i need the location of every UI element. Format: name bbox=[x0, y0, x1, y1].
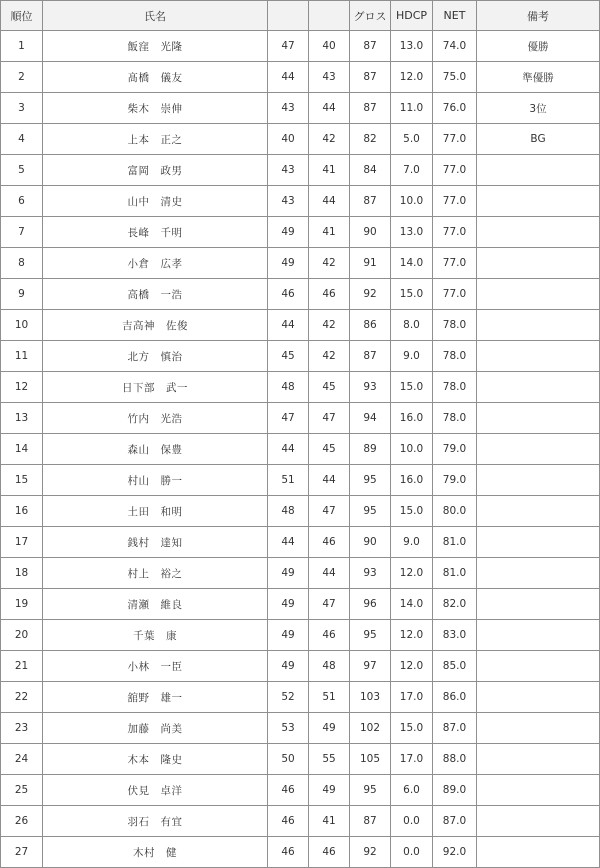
header-net: NET bbox=[433, 1, 477, 31]
cell-out: 49 bbox=[268, 620, 309, 651]
cell-note bbox=[477, 589, 600, 620]
table-row bbox=[1, 279, 600, 310]
cell-name: 北方 慎治 bbox=[43, 341, 268, 372]
cell-rank: 2 bbox=[1, 62, 43, 93]
cell-in: 47 bbox=[309, 403, 350, 434]
table-row bbox=[1, 341, 600, 372]
cell-name: 清瀬 維良 bbox=[43, 589, 268, 620]
cell-in: 44 bbox=[309, 558, 350, 589]
cell-hdcp: 12.0 bbox=[391, 62, 433, 93]
cell-hdcp: 17.0 bbox=[391, 682, 433, 713]
cell-note bbox=[477, 217, 600, 248]
table-row bbox=[1, 775, 600, 806]
cell-name: 飯窪 光隆 bbox=[43, 31, 268, 62]
cell-in: 47 bbox=[309, 496, 350, 527]
cell-rank: 1 bbox=[1, 31, 43, 62]
cell-name: 村山 勝一 bbox=[43, 465, 268, 496]
cell-note bbox=[477, 186, 600, 217]
header-rank: 順位 bbox=[1, 1, 43, 31]
cell-note bbox=[477, 465, 600, 496]
cell-out: 46 bbox=[268, 837, 309, 868]
cell-name: 木本 隆史 bbox=[43, 744, 268, 775]
cell-name: 伏見 卓洋 bbox=[43, 775, 268, 806]
cell-net: 78.0 bbox=[433, 310, 477, 341]
cell-net: 83.0 bbox=[433, 620, 477, 651]
cell-net: 78.0 bbox=[433, 403, 477, 434]
cell-net: 75.0 bbox=[433, 62, 477, 93]
table-row bbox=[1, 31, 600, 62]
cell-name: 吉高神 佐俊 bbox=[43, 310, 268, 341]
cell-hdcp: 12.0 bbox=[391, 651, 433, 682]
cell-rank: 19 bbox=[1, 589, 43, 620]
cell-name: 髙橋 儀友 bbox=[43, 62, 268, 93]
header-note: 備考 bbox=[477, 1, 600, 31]
cell-gross: 91 bbox=[350, 248, 391, 279]
cell-net: 87.0 bbox=[433, 806, 477, 837]
cell-out: 52 bbox=[268, 682, 309, 713]
cell-net: 82.0 bbox=[433, 589, 477, 620]
cell-in: 44 bbox=[309, 93, 350, 124]
cell-gross: 102 bbox=[350, 713, 391, 744]
cell-name: 羽石 有宜 bbox=[43, 806, 268, 837]
cell-in: 46 bbox=[309, 620, 350, 651]
cell-gross: 93 bbox=[350, 372, 391, 403]
cell-note bbox=[477, 620, 600, 651]
table-header bbox=[1, 1, 600, 31]
header-name: 氏名 bbox=[43, 1, 268, 31]
cell-hdcp: 15.0 bbox=[391, 372, 433, 403]
cell-name: 柴木 崇伸 bbox=[43, 93, 268, 124]
cell-hdcp: 13.0 bbox=[391, 31, 433, 62]
table-body bbox=[1, 31, 600, 868]
cell-hdcp: 11.0 bbox=[391, 93, 433, 124]
cell-rank: 22 bbox=[1, 682, 43, 713]
cell-in: 41 bbox=[309, 806, 350, 837]
cell-gross: 87 bbox=[350, 62, 391, 93]
cell-in: 49 bbox=[309, 775, 350, 806]
cell-net: 80.0 bbox=[433, 496, 477, 527]
cell-gross: 92 bbox=[350, 279, 391, 310]
cell-name: 土田 和明 bbox=[43, 496, 268, 527]
cell-gross: 95 bbox=[350, 620, 391, 651]
cell-name: 森山 保豊 bbox=[43, 434, 268, 465]
cell-rank: 8 bbox=[1, 248, 43, 279]
cell-net: 88.0 bbox=[433, 744, 477, 775]
cell-in: 49 bbox=[309, 713, 350, 744]
cell-out: 44 bbox=[268, 434, 309, 465]
cell-in: 41 bbox=[309, 217, 350, 248]
table-row bbox=[1, 744, 600, 775]
cell-name: 長峰 千明 bbox=[43, 217, 268, 248]
cell-in: 46 bbox=[309, 837, 350, 868]
cell-hdcp: 6.0 bbox=[391, 775, 433, 806]
cell-out: 46 bbox=[268, 279, 309, 310]
cell-net: 77.0 bbox=[433, 217, 477, 248]
cell-in: 51 bbox=[309, 682, 350, 713]
cell-net: 77.0 bbox=[433, 248, 477, 279]
cell-gross: 92 bbox=[350, 837, 391, 868]
cell-hdcp: 14.0 bbox=[391, 248, 433, 279]
cell-gross: 96 bbox=[350, 589, 391, 620]
cell-net: 77.0 bbox=[433, 279, 477, 310]
cell-in: 48 bbox=[309, 651, 350, 682]
cell-out: 40 bbox=[268, 124, 309, 155]
cell-note: 優勝 bbox=[477, 31, 600, 62]
cell-note bbox=[477, 372, 600, 403]
cell-hdcp: 0.0 bbox=[391, 837, 433, 868]
cell-in: 46 bbox=[309, 279, 350, 310]
cell-out: 43 bbox=[268, 93, 309, 124]
cell-gross: 103 bbox=[350, 682, 391, 713]
cell-rank: 5 bbox=[1, 155, 43, 186]
cell-net: 76.0 bbox=[433, 93, 477, 124]
table-row bbox=[1, 620, 600, 651]
table-row bbox=[1, 682, 600, 713]
cell-net: 77.0 bbox=[433, 155, 477, 186]
cell-net: 92.0 bbox=[433, 837, 477, 868]
cell-gross: 82 bbox=[350, 124, 391, 155]
cell-net: 85.0 bbox=[433, 651, 477, 682]
cell-note bbox=[477, 403, 600, 434]
cell-gross: 87 bbox=[350, 341, 391, 372]
cell-in: 44 bbox=[309, 186, 350, 217]
cell-rank: 10 bbox=[1, 310, 43, 341]
cell-net: 81.0 bbox=[433, 558, 477, 589]
cell-in: 43 bbox=[309, 62, 350, 93]
cell-hdcp: 0.0 bbox=[391, 806, 433, 837]
cell-out: 49 bbox=[268, 217, 309, 248]
cell-name: 小倉 広孝 bbox=[43, 248, 268, 279]
cell-name: 日下部 武一 bbox=[43, 372, 268, 403]
cell-out: 47 bbox=[268, 31, 309, 62]
cell-net: 77.0 bbox=[433, 186, 477, 217]
cell-out: 53 bbox=[268, 713, 309, 744]
cell-gross: 90 bbox=[350, 217, 391, 248]
cell-out: 44 bbox=[268, 62, 309, 93]
cell-gross: 94 bbox=[350, 403, 391, 434]
cell-net: 79.0 bbox=[433, 465, 477, 496]
table-row bbox=[1, 155, 600, 186]
cell-gross: 95 bbox=[350, 496, 391, 527]
cell-rank: 27 bbox=[1, 837, 43, 868]
cell-name: 銭村 達知 bbox=[43, 527, 268, 558]
cell-hdcp: 16.0 bbox=[391, 403, 433, 434]
cell-gross: 84 bbox=[350, 155, 391, 186]
cell-out: 46 bbox=[268, 775, 309, 806]
cell-note bbox=[477, 682, 600, 713]
cell-note bbox=[477, 775, 600, 806]
cell-note bbox=[477, 279, 600, 310]
cell-rank: 20 bbox=[1, 620, 43, 651]
cell-hdcp: 10.0 bbox=[391, 434, 433, 465]
table-row bbox=[1, 589, 600, 620]
cell-hdcp: 16.0 bbox=[391, 465, 433, 496]
cell-out: 43 bbox=[268, 155, 309, 186]
table-row bbox=[1, 651, 600, 682]
cell-name: 竹内 光浩 bbox=[43, 403, 268, 434]
cell-name: 山中 清史 bbox=[43, 186, 268, 217]
table-row bbox=[1, 806, 600, 837]
cell-in: 46 bbox=[309, 527, 350, 558]
cell-in: 45 bbox=[309, 434, 350, 465]
cell-hdcp: 17.0 bbox=[391, 744, 433, 775]
cell-rank: 16 bbox=[1, 496, 43, 527]
cell-note bbox=[477, 744, 600, 775]
cell-hdcp: 10.0 bbox=[391, 186, 433, 217]
table-row bbox=[1, 248, 600, 279]
cell-rank: 18 bbox=[1, 558, 43, 589]
cell-in: 45 bbox=[309, 372, 350, 403]
cell-rank: 15 bbox=[1, 465, 43, 496]
cell-rank: 21 bbox=[1, 651, 43, 682]
table-row bbox=[1, 837, 600, 868]
cell-in: 55 bbox=[309, 744, 350, 775]
cell-hdcp: 5.0 bbox=[391, 124, 433, 155]
cell-in: 47 bbox=[309, 589, 350, 620]
cell-net: 89.0 bbox=[433, 775, 477, 806]
cell-in: 42 bbox=[309, 124, 350, 155]
cell-gross: 87 bbox=[350, 806, 391, 837]
cell-name: 高橋 一浩 bbox=[43, 279, 268, 310]
cell-note bbox=[477, 527, 600, 558]
cell-hdcp: 7.0 bbox=[391, 155, 433, 186]
cell-rank: 9 bbox=[1, 279, 43, 310]
cell-name: 村上 裕之 bbox=[43, 558, 268, 589]
cell-gross: 95 bbox=[350, 775, 391, 806]
cell-hdcp: 12.0 bbox=[391, 558, 433, 589]
cell-net: 78.0 bbox=[433, 341, 477, 372]
table-row bbox=[1, 496, 600, 527]
cell-in: 41 bbox=[309, 155, 350, 186]
cell-note bbox=[477, 341, 600, 372]
cell-note bbox=[477, 310, 600, 341]
cell-gross: 87 bbox=[350, 93, 391, 124]
cell-note bbox=[477, 651, 600, 682]
cell-out: 49 bbox=[268, 589, 309, 620]
table-row bbox=[1, 186, 600, 217]
cell-note bbox=[477, 558, 600, 589]
cell-note bbox=[477, 713, 600, 744]
cell-in: 42 bbox=[309, 310, 350, 341]
cell-note: BG bbox=[477, 124, 600, 155]
header-in bbox=[309, 1, 350, 31]
cell-note bbox=[477, 806, 600, 837]
header-gross: グロス bbox=[350, 1, 391, 31]
cell-note bbox=[477, 496, 600, 527]
cell-name: 富岡 政男 bbox=[43, 155, 268, 186]
table-row bbox=[1, 62, 600, 93]
cell-note bbox=[477, 434, 600, 465]
table-row bbox=[1, 310, 600, 341]
cell-rank: 6 bbox=[1, 186, 43, 217]
cell-gross: 93 bbox=[350, 558, 391, 589]
cell-net: 81.0 bbox=[433, 527, 477, 558]
table-row bbox=[1, 527, 600, 558]
cell-gross: 105 bbox=[350, 744, 391, 775]
cell-out: 49 bbox=[268, 558, 309, 589]
cell-out: 48 bbox=[268, 496, 309, 527]
cell-hdcp: 15.0 bbox=[391, 496, 433, 527]
cell-out: 43 bbox=[268, 186, 309, 217]
cell-gross: 86 bbox=[350, 310, 391, 341]
cell-name: 加藤 尚美 bbox=[43, 713, 268, 744]
cell-hdcp: 14.0 bbox=[391, 589, 433, 620]
cell-hdcp: 13.0 bbox=[391, 217, 433, 248]
table-row bbox=[1, 558, 600, 589]
cell-hdcp: 15.0 bbox=[391, 279, 433, 310]
cell-gross: 87 bbox=[350, 31, 391, 62]
cell-in: 40 bbox=[309, 31, 350, 62]
cell-name: 舘野 雄一 bbox=[43, 682, 268, 713]
cell-rank: 13 bbox=[1, 403, 43, 434]
header-hdcp: HDCP bbox=[391, 1, 433, 31]
cell-net: 77.0 bbox=[433, 124, 477, 155]
cell-note: 3位 bbox=[477, 93, 600, 124]
cell-hdcp: 9.0 bbox=[391, 341, 433, 372]
cell-rank: 11 bbox=[1, 341, 43, 372]
cell-hdcp: 12.0 bbox=[391, 620, 433, 651]
cell-out: 46 bbox=[268, 806, 309, 837]
table-row bbox=[1, 372, 600, 403]
cell-rank: 7 bbox=[1, 217, 43, 248]
cell-net: 74.0 bbox=[433, 31, 477, 62]
cell-net: 79.0 bbox=[433, 434, 477, 465]
cell-rank: 14 bbox=[1, 434, 43, 465]
cell-name: 千葉 康 bbox=[43, 620, 268, 651]
cell-hdcp: 15.0 bbox=[391, 713, 433, 744]
header-row bbox=[1, 1, 600, 31]
cell-rank: 26 bbox=[1, 806, 43, 837]
cell-name: 木村 健 bbox=[43, 837, 268, 868]
cell-name: 小林 一臣 bbox=[43, 651, 268, 682]
cell-hdcp: 8.0 bbox=[391, 310, 433, 341]
cell-out: 47 bbox=[268, 403, 309, 434]
cell-name: 上本 正之 bbox=[43, 124, 268, 155]
cell-rank: 12 bbox=[1, 372, 43, 403]
cell-net: 86.0 bbox=[433, 682, 477, 713]
cell-net: 87.0 bbox=[433, 713, 477, 744]
cell-rank: 4 bbox=[1, 124, 43, 155]
cell-net: 78.0 bbox=[433, 372, 477, 403]
cell-rank: 17 bbox=[1, 527, 43, 558]
cell-out: 49 bbox=[268, 248, 309, 279]
table-row bbox=[1, 434, 600, 465]
cell-note bbox=[477, 837, 600, 868]
cell-hdcp: 9.0 bbox=[391, 527, 433, 558]
cell-rank: 24 bbox=[1, 744, 43, 775]
header-out bbox=[268, 1, 309, 31]
cell-in: 44 bbox=[309, 465, 350, 496]
cell-in: 42 bbox=[309, 341, 350, 372]
cell-rank: 3 bbox=[1, 93, 43, 124]
cell-out: 44 bbox=[268, 310, 309, 341]
cell-gross: 87 bbox=[350, 186, 391, 217]
cell-gross: 95 bbox=[350, 465, 391, 496]
cell-out: 51 bbox=[268, 465, 309, 496]
cell-out: 44 bbox=[268, 527, 309, 558]
cell-out: 45 bbox=[268, 341, 309, 372]
cell-rank: 23 bbox=[1, 713, 43, 744]
table-row bbox=[1, 403, 600, 434]
cell-gross: 89 bbox=[350, 434, 391, 465]
cell-out: 48 bbox=[268, 372, 309, 403]
table-row bbox=[1, 93, 600, 124]
cell-out: 50 bbox=[268, 744, 309, 775]
table-row bbox=[1, 713, 600, 744]
cell-out: 49 bbox=[268, 651, 309, 682]
table-row bbox=[1, 465, 600, 496]
cell-note bbox=[477, 248, 600, 279]
cell-in: 42 bbox=[309, 248, 350, 279]
cell-note bbox=[477, 155, 600, 186]
table-row bbox=[1, 217, 600, 248]
cell-gross: 97 bbox=[350, 651, 391, 682]
cell-gross: 90 bbox=[350, 527, 391, 558]
cell-rank: 25 bbox=[1, 775, 43, 806]
cell-note: 準優勝 bbox=[477, 62, 600, 93]
table-row bbox=[1, 124, 600, 155]
